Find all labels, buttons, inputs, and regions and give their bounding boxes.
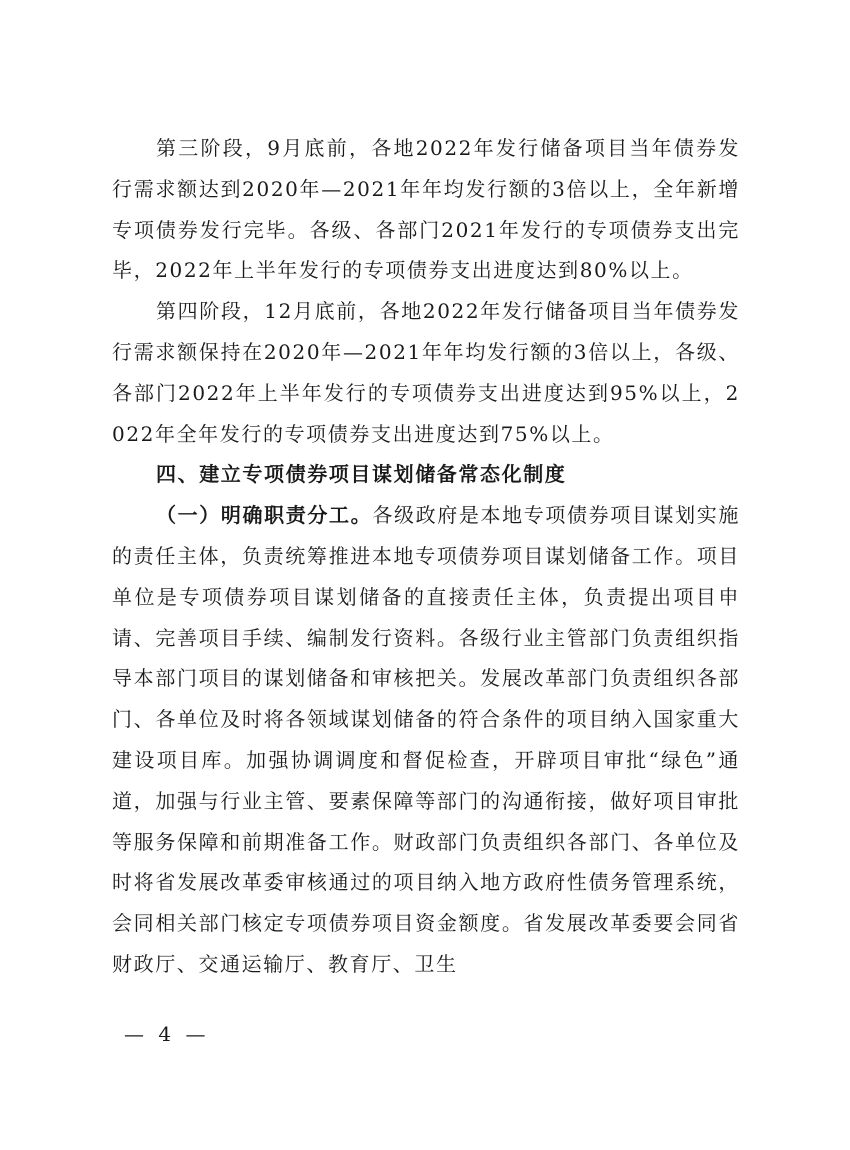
paragraph-phase-three: 第三阶段，9月底前，各地2022年发行储备项目当年债券发行需求额达到2020年—2021年年均发行额的3倍以上，全年新增专项债券发行完毕。各级、各部门2021年发行的专项债券支出完毕，2022年上半年发行的专项债券支出进度达到80%以上。 — [112, 136, 740, 283]
paragraph-phase-four: 第四阶段，12月底前，各地2022年发行储备项目当年债券发行需求额保持在2020年—2021年年均发行额的3倍以上，各级、各部门2022年上半年发行的专项债券支出进度达到95%以上，2022年全年发行的专项债券支出进度达到75%以上。 — [112, 299, 740, 446]
section-heading: 四、建立专项债券项目谋划储备常态化制度 — [156, 462, 567, 487]
subsection-body: 各级政府是本地专项债券项目谋划实施的责任主体，负责统筹推进本地专项债券项目谋划储备工作。项目单位是专项债券项目谋划储备的直接责任主体，负责提出项目申请、完善项目手续、编制发行资料。各级行业主管部门负责组织指导本部门项目的谋划储备和审核把关。发展改革部门负责组织各部门、各单位及时将各领域谋划储备的符合条件的项目纳入国家重大建设项目库。加强协调调度和督促检查，开辟项目审批“绿色”通道，加强与行业主管、要素保障等部门的沟通衔接，做好项目审批等服务保障和前期准备工作。财政部门负责组织各部门、各单位及时将省发展改革委审核通过的项目纳入地方政府性债务管理系统，会同相关部门核定专项债券项目资金额度。省发展改革委要会同省财政厅、交通运输厅、教育厅、卫生 — [112, 503, 741, 976]
document-page — [112, 128, 740, 985]
paragraph-responsibilities — [112, 495, 740, 985]
page-number: — 4 — — [124, 1022, 210, 1046]
subsection-lead: （一）明确职责分工。 — [156, 503, 373, 528]
